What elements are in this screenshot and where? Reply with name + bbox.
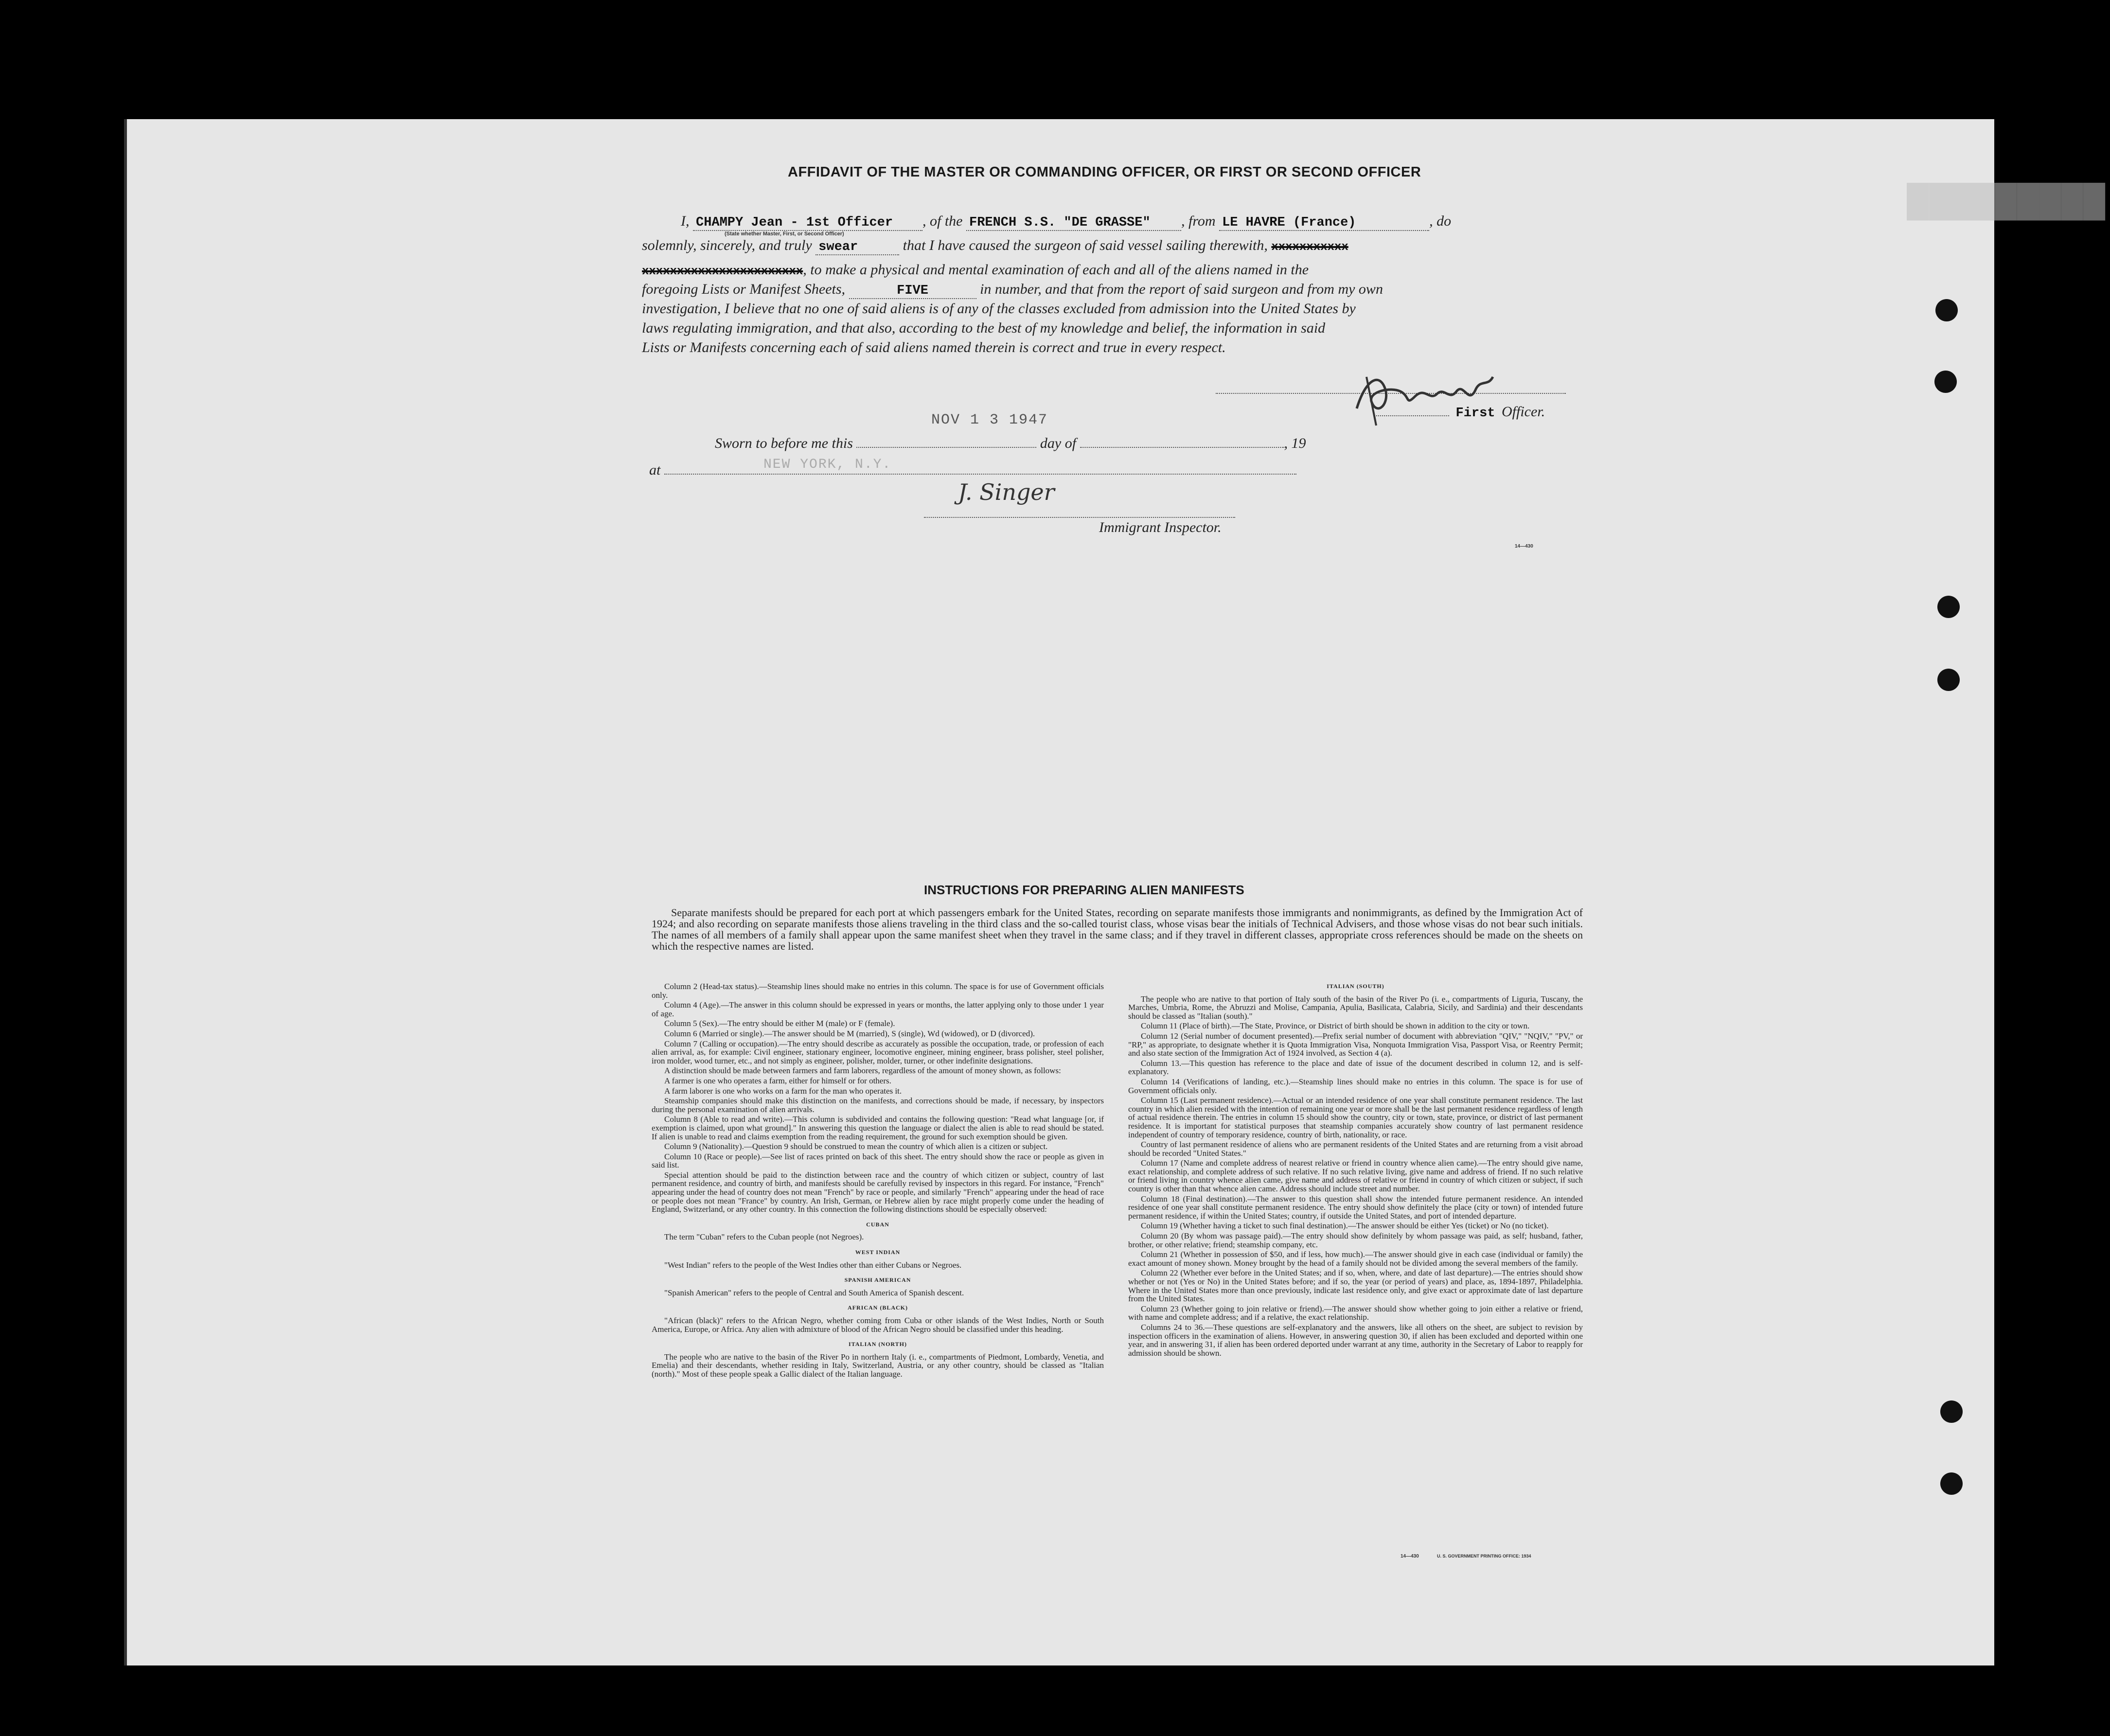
- instruction-paragraph: Steamship companies should make this distinction on the manifests, and corrections should be made, if necessary, by inspectors during the personal examination of alien arrivals.: [652, 1096, 1104, 1114]
- inspector-title: Immigrant Inspector.: [1099, 519, 1222, 535]
- punch-hole: [1937, 596, 1960, 618]
- instruction-paragraph: The term "Cuban" refers to the Cuban people (not Negroes).: [664, 1232, 864, 1242]
- affidavit-line-4: foregoing Lists or Manifest Sheets, FIVE in number, and that from the report of said surgeon and from my own: [642, 281, 1383, 298]
- instruction-paragraph: Column 22 (Whether ever before in the United States; and if so, when, where, and date of last departure).—The entries should show whether or not (Yes or No) in the United States before; and if so, the year (or period of years) and place, as, 1894-1897, Philadelphia. Where in the United States more than once previously, indicate last residence only, and give exact or approximate date of last departure from the United States.: [1128, 1268, 1583, 1304]
- officer-rank: First: [1455, 406, 1495, 421]
- instruction-paragraph: Column 18 (Final destination).—The answer to this question shall show the intended future permanent residence. An intended residence of one year shall constitute permanent residence. The entry should show definitely the place (city or town) of intended future permanent residence, if within the United States; country, if outside the United States, and port of intended departure.: [1128, 1194, 1583, 1221]
- struck-text: xxxxxxxxxxxxxxxxxxxxxxx: [642, 265, 803, 278]
- manifest-sheet-count: FIVE: [849, 283, 976, 299]
- affidavit-line-1: I, CHAMPY Jean - 1st Officer , of the FRENCH S.S. "DE GRASSE" , from LE HAVRE (France) , do: [681, 213, 1452, 230]
- instruction-paragraph: The people who are native to that portion of Italy south of the basin of the River Po (i. e., compartments of Liguria, Tuscany, the Marches, Umbria, Rome, the Abruzzi and Molise, Campania, Apulia, Basilicata, Calabria, Sicily, and Sardinia) and their descendants should be classed as "Italian (south).": [1128, 994, 1583, 1021]
- instruction-paragraph: Column 10 (Race or people).—See list of races printed on back of this sheet. The entry should show the race or people as given in said list.: [652, 1151, 1104, 1170]
- section-heading-cuban: CUBAN: [866, 1221, 889, 1228]
- section-heading-african: AFRICAN (BLACK): [848, 1304, 908, 1311]
- instruction-paragraph: Column 6 (Married or single).—The answer should be M (married), S (single), Wd (widowed), or D (divorced).: [664, 1028, 1035, 1038]
- officer-rank-note: (State whether Master, First, or Second Officer): [725, 231, 844, 237]
- instruction-paragraph: Column 7 (Calling or occupation).—The entry should describe as accurately as possible the occupation, trade, or profession of each alien arrival, as, for example: Civil engineer, stationary engineer, locomotive engineer, mining engineer, brass polisher, steel polisher, iron molder, wood turner, etc., and not simply as engineer, polisher, molder, turner, or other indefinite designations.: [652, 1039, 1104, 1065]
- sworn-line: Sworn to before me this day of , 19: [715, 435, 1306, 451]
- bleed-through-heading: █████████: [1907, 183, 2106, 218]
- form-number-top: 14—430: [1515, 544, 1533, 549]
- affidavit-line-2: solemnly, sincerely, and truly swear that I have caused the surgeon of said vessel sailing therewith, xxxxxxxxxxx: [642, 237, 1348, 254]
- instruction-paragraph: Column 21 (Whether in possession of $50, and if less, how much).—The answer should give in each case (individual or family) the exact amount of money shown. Money brought by the head of a family should not be divided among the several members of the family.: [1128, 1250, 1583, 1268]
- instruction-paragraph: Column 23 (Whether going to join relative or friend).—The answer should show whether going to join either a relative or friend, with name and complete address; and if a relative, the exact relationship.: [1128, 1304, 1583, 1322]
- instruction-paragraph: Columns 24 to 36.—These questions are self-explanatory and the answers, like all others on the sheet, are subject to revision by inspection officers in the examination of aliens. However, in answering question 30, if alien has been excluded and deported within one year, and in answering 31, if alien has been ordered deported under warrant at any time, authority in the Secretary of Labor to reapply for admission should be shown.: [1128, 1322, 1583, 1358]
- affidavit-line-3: xxxxxxxxxxxxxxxxxxxxxxx, to make a physical and mental examination of each and all of the aliens named in the: [642, 262, 1309, 278]
- punch-hole: [1940, 1400, 1963, 1423]
- affidavit-title: AFFIDAVIT OF THE MASTER OR COMMANDING OFFICER, OR FIRST OR SECOND OFFICER: [788, 164, 1421, 180]
- instructions-title: INSTRUCTIONS FOR PREPARING ALIEN MANIFESTS: [924, 883, 1244, 897]
- vessel-name: FRENCH S.S. "DE GRASSE": [966, 215, 1181, 231]
- instruction-paragraph: Column 14 (Verifications of landing, etc.).—Steamship lines should make no entries in this column. The space is for use of Government officials only.: [1128, 1077, 1583, 1095]
- affidavit-line-6: laws regulating immigration, and that also, according to the best of my knowledge and belief, the information in said: [642, 320, 1326, 336]
- affidavit-line-7: Lists or Manifests concerning each of said aliens named therein is correct and true in every respect.: [642, 339, 1226, 355]
- instruction-paragraph: "African (black)" refers to the African Negro, whether coming from Cuba or other islands of the West Indies, North or South America, Europe, or Africa. Any alien with admixture of blood of the African Negro should be classified under this heading.: [652, 1316, 1104, 1334]
- officer-name: CHAMPY Jean - 1st Officer: [693, 215, 922, 231]
- instruction-paragraph: Column 15 (Last permanent residence).—Actual or an intended residence of one year shall constitute permanent residence. The last country in which alien resided with the intention of remaining one year or more shall be the last permanent residence regardless of length of actual residence therein. The entries in column 15 should show the country, city or town, state, province, or district of last permanent residence. It is important for statistical purposes that steamship companies accurately show country of last permanent residence independent of country of temporary residence, country of birth, nationality, or race.: [1128, 1096, 1583, 1139]
- instruction-paragraph: A farmer is one who operates a farm, either for himself or for others.: [664, 1076, 891, 1085]
- instruction-paragraph: "West Indian" refers to the people of the West Indies other than either Cubans or Negroes.: [664, 1260, 962, 1270]
- instruction-paragraph: Special attention should be paid to the distinction between race and the country of which citizen or subject, country of last permanent residence, and country of birth, and manifests should be carefully revised by inspectors in this regard. For instance, "French" appearing under the head of country does not mean "French" by race or people, and similarly "French" appearing under the head of race or people does not mean "France" by country. An Irish, German, or Hebrew alien by race might properly come under the heading of England, Switzerland, or any other country. In this connection the following distinctions should be especially observed:: [652, 1170, 1104, 1214]
- instruction-paragraph: Column 8 (Able to read and write).—This column is subdivided and contains the following question: "Read what language [or, if exemption is claimed, upon what ground]." In answering this question the language or dialect the alien is able to read should be stated. If alien is unable to read and claims exemption from the reading requirement, the ground for such exemption should be given.: [652, 1115, 1104, 1141]
- instruction-paragraph: Column 2 (Head-tax status).—Steamship lines should make no entries in this column. The space is for use of Government officials only.: [652, 982, 1104, 1000]
- officer-title-line: First Officer.: [1376, 404, 1545, 421]
- punch-hole: [1937, 669, 1960, 691]
- instruction-paragraph: Column 12 (Serial number of document presented).—Prefix serial number of document with abbreviation "QIV," "NQIV," "PV," or "RP," as appropriate, to designate whether it is Quota Immigration Visa, Nonquota Immigration Visa, Passport Visa, or Reentry Permit; and also state section of the Immigration Act of 1924 involved, as Section 4 (a).: [1128, 1031, 1583, 1058]
- instruction-paragraph: "Spanish American" refers to the people of Central and South America of Spanish descent.: [664, 1288, 964, 1297]
- inspector-signature-line: [924, 508, 1235, 518]
- instruction-paragraph: Column 20 (By whom was passage paid).—The entry should show definitely by whom passage was paid, as self; husband, father, brother, or other relative; friend; steamship company, etc.: [1128, 1231, 1583, 1249]
- oath-word: swear: [816, 240, 899, 255]
- instruction-paragraph: Country of last permanent residence of aliens who are permanent residents of the United States and are returning from a visit abroad should be recorded "United States.": [1128, 1140, 1583, 1158]
- instruction-paragraph: A distinction should be made between farmers and farm laborers, regardless of the amount of money shown, as follows:: [664, 1066, 1061, 1076]
- affidavit-line-5: investigation, I believe that no one of said aliens is of any of the classes excluded from admission into the United States by: [642, 301, 1356, 317]
- instruction-paragraph: Column 13.—This question has reference to the place and date of issue of the document described in column 12, and is self-explanatory.: [1128, 1058, 1583, 1077]
- section-heading-italian-south: ITALIAN (SOUTH): [1327, 983, 1384, 990]
- punch-hole: [1935, 299, 1958, 321]
- section-heading-west-indian: WEST INDIAN: [855, 1249, 901, 1256]
- instruction-paragraph: Column 17 (Name and complete address of nearest relative or friend in country whence alien came).—The entry should give name, exact relationship, and complete address of such relative. If no such relative living, give name and address of friend. If no such relative or friend living in country whence alien came, give name and address of relative or friend in country of which citizen or subject, if such country is other than that whence alien came. Address should include street and number.: [1128, 1158, 1583, 1194]
- instruction-paragraph: Column 9 (Nationality).—Question 9 should be construed to mean the country of which alien is a citizen or subject.: [664, 1142, 1048, 1151]
- instructions-left-column: [652, 982, 1104, 1380]
- struck-text: xxxxxxxxxxx: [1271, 241, 1348, 254]
- instruction-paragraph: Column 5 (Sex).—The entry should be either M (male) or F (female).: [664, 1019, 895, 1028]
- place-stamp: NEW YORK, N.Y.: [763, 457, 892, 472]
- section-heading-italian-north: ITALIAN (NORTH): [848, 1341, 907, 1348]
- departure-port: LE HAVRE (France): [1219, 215, 1429, 231]
- instruction-paragraph: The people who are native to the basin of the River Po in northern Italy (i. e., compartments of Piedmont, Lombardy, Venetia, and Emelia) and their descendants, whether residing in Italy, Switzerland, Austria, or any other country, should be classed as "Italian (north)." Most of these people speak a Gallic dialect of the Italian language.: [652, 1352, 1104, 1379]
- instruction-paragraph: Column 11 (Place of birth).—The State, Province, or District of birth should be shown in addition to the city or town.: [1141, 1021, 1530, 1031]
- instructions-intro: Separate manifests should be prepared for each port at which passengers embark for the United States, recording on separate manifests those immigrants and nonimmigrants, as defined by the Immigration Act of 1924; and also recording on separate manifests those aliens traveling in the third class and the so-called tourist class, whose visas bear the initials of Technical Advisers, and those whose visas do not bear such initials. The names of all members of a family shall appear upon the same manifest sheet when they travel in the same class; and if they travel in different classes, appropriate cross references should be made on the sheets on which the respective names are listed.: [652, 906, 1583, 952]
- form-number-bottom: 14—430: [1401, 1554, 1419, 1559]
- date-stamp: NOV 1 3 1947: [931, 412, 1048, 428]
- instructions-right-column: [1128, 982, 1583, 1359]
- place-line: at: [649, 462, 1296, 478]
- instruction-paragraph: A farm laborer is one who works on a farm for the man who operates it.: [664, 1086, 902, 1096]
- instruction-paragraph: Column 4 (Age).—The answer in this column should be expressed in years or months, the latter applying only to those under 1 year of age.: [652, 1000, 1104, 1018]
- punch-hole: [1934, 371, 1957, 393]
- inspector-signature: J. Singer: [958, 479, 1055, 505]
- instruction-paragraph: Column 19 (Whether having a ticket to such final destination).—The answer should be either Yes (ticket) or No (no ticket).: [1141, 1221, 1549, 1231]
- printing-office: U. S. GOVERNMENT PRINTING OFFICE: 1934: [1437, 1554, 1531, 1559]
- punch-hole: [1940, 1472, 1963, 1495]
- section-heading-spanish-american: SPANISH AMERICAN: [844, 1276, 911, 1284]
